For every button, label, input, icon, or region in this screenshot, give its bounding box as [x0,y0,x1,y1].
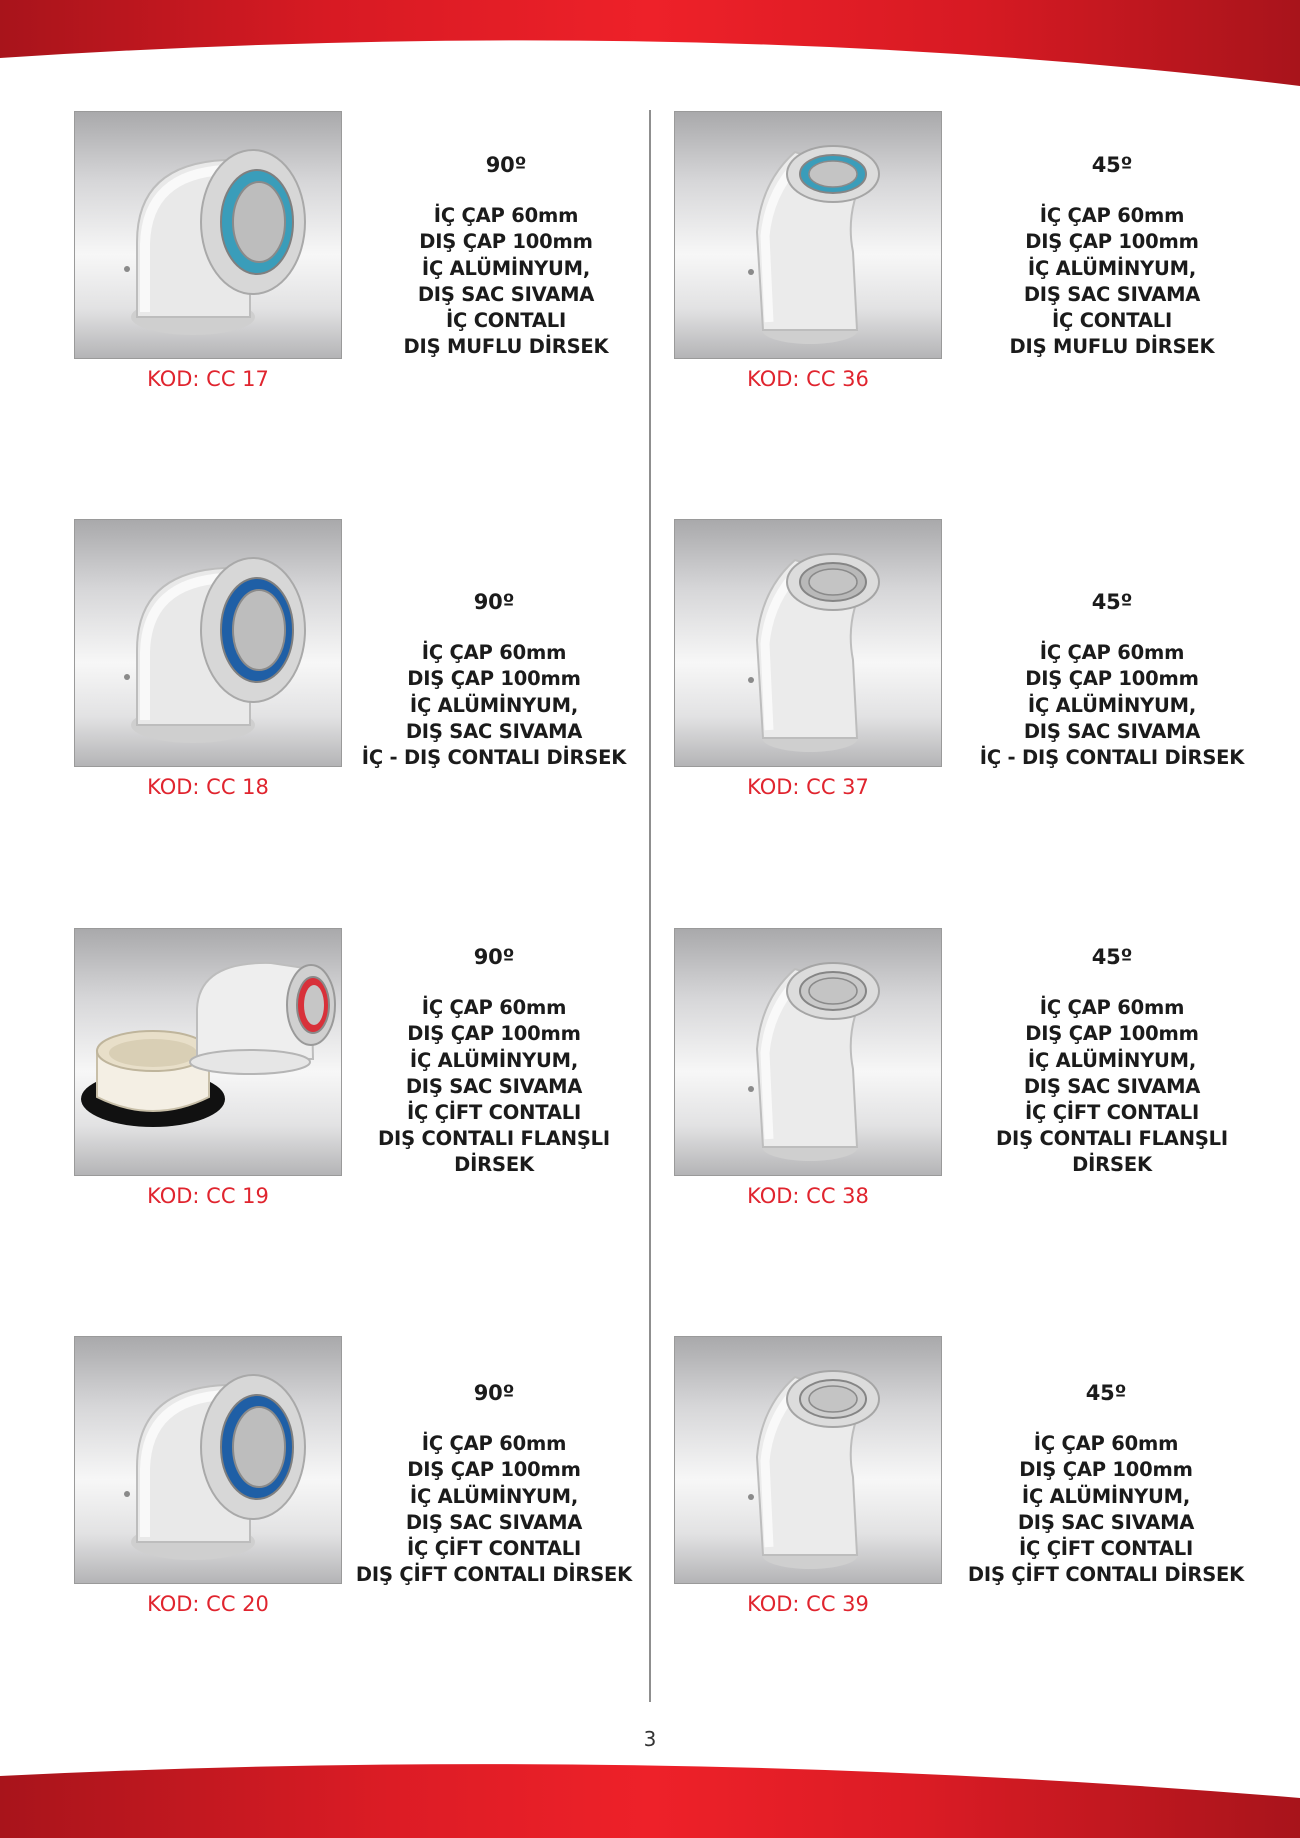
product-angle: 45º [1091,590,1133,614]
spec-line: DIŞ ÇAP 100mm [1019,1458,1193,1482]
product-code: KOD: CC 37 [747,775,869,799]
product-photo [674,111,942,359]
elbow-90-icon [75,112,341,358]
spec-line: DIŞ ÇİFT CONTALI DİRSEK [355,1563,633,1587]
product-angle: 90º [485,153,527,177]
spec-line: DIŞ SAC SIVAMA [1023,1074,1201,1098]
product-spec-lines [942,203,1282,360]
product-angle: 90º [473,590,515,614]
product-card [674,111,1300,471]
spec-line: İÇ ALÜMİNYUM, [1027,693,1197,717]
spec-line: İÇ ALÜMİNYUM, [409,1484,579,1508]
spec-line: DIŞ ÇAP 100mm [407,1022,581,1046]
product-description [942,589,1282,771]
product-photo [74,928,342,1176]
product-description [934,1380,1278,1588]
product-spec-lines [324,995,664,1178]
spec-line: DIŞ MUFLU DİRSEK [403,335,609,359]
spec-line: DIŞ SAC SIVAMA [1023,719,1201,743]
elbow-90-icon [75,1337,341,1583]
spec-line: DIŞ SAC SIVAMA [1017,1510,1195,1534]
product-description [324,1380,664,1588]
spec-line: DİRSEK [1072,1153,1152,1177]
spec-line: DIŞ MUFLU DİRSEK [1009,335,1215,359]
spec-line: İÇ ÇAP 60mm [1039,641,1185,665]
page-number: 3 [643,1727,657,1751]
product-angle: 90º [473,1381,515,1405]
spec-line: İÇ CONTALI [445,309,567,333]
spec-line: DIŞ ÇAP 100mm [419,230,593,254]
product-description [324,944,664,1179]
product-description [942,152,1282,360]
product-description [336,152,676,360]
product-code: KOD: CC 38 [747,1184,869,1208]
spec-line: DIŞ SAC SIVAMA [405,1510,583,1534]
product-spec-lines [324,1431,664,1588]
spec-line: İÇ ALÜMİNYUM, [1027,256,1197,280]
spec-line: İÇ ALÜMİNYUM, [1021,1484,1191,1508]
footer-band [0,1758,1300,1838]
product-card [74,928,714,1288]
spec-line: DIŞ ÇAP 100mm [407,1458,581,1482]
spec-line: DIŞ ÇİFT CONTALI DİRSEK [967,1563,1245,1587]
spec-line: DIŞ CONTALI FLANŞLI [378,1127,610,1151]
product-card [674,1336,1300,1696]
product-photo [74,1336,342,1584]
product-angle: 45º [1085,1381,1127,1405]
product-code: KOD: CC 20 [147,1592,269,1616]
spec-line: İÇ ÇAP 60mm [1033,1432,1179,1456]
header-band [0,0,1300,90]
flanged-elbow-icon [75,929,341,1175]
product-code: KOD: CC 39 [747,1592,869,1616]
spec-line: İÇ ALÜMİNYUM, [1027,1048,1197,1072]
spec-line: İÇ ALÜMİNYUM, [409,1048,579,1072]
spec-line: İÇ ALÜMİNYUM, [421,256,591,280]
product-spec-lines [336,203,676,360]
product-card [674,519,1300,879]
spec-line: İÇ ALÜMİNYUM, [409,693,579,717]
elbow-45-icon [675,112,941,358]
spec-line: DIŞ SAC SIVAMA [405,1074,583,1098]
elbow-90-icon [75,520,341,766]
product-photo [674,1336,942,1584]
spec-line: İÇ ÇİFT CONTALI [406,1101,582,1125]
spec-line: İÇ ÇAP 60mm [433,204,579,228]
elbow-45-icon [675,929,941,1175]
product-code: KOD: CC 36 [747,367,869,391]
spec-line: İÇ ÇİFT CONTALI [406,1537,582,1561]
product-spec-lines [324,640,664,771]
product-photo [74,111,342,359]
product-description [324,589,664,771]
product-spec-lines [934,1431,1278,1588]
product-angle: 90º [473,945,515,969]
spec-line: İÇ ÇİFT CONTALI [1018,1537,1194,1561]
product-angle: 45º [1091,945,1133,969]
spec-line: İÇ ÇAP 60mm [421,996,567,1020]
spec-line: İÇ ÇAP 60mm [421,641,567,665]
product-spec-lines [942,995,1282,1178]
product-photo [674,928,942,1176]
product-code: KOD: CC 17 [147,367,269,391]
spec-line: İÇ - DIŞ CONTALI DİRSEK [979,746,1245,770]
spec-line: DIŞ ÇAP 100mm [1025,667,1199,691]
spec-line: DIŞ SAC SIVAMA [1023,282,1201,306]
spec-line: İÇ CONTALI [1051,309,1173,333]
spec-line: DIŞ SAC SIVAMA [417,282,595,306]
spec-line: DIŞ ÇAP 100mm [407,667,581,691]
spec-line: DIŞ ÇAP 100mm [1025,1022,1199,1046]
spec-line: İÇ ÇAP 60mm [1039,996,1185,1020]
product-description [942,944,1282,1179]
spec-line: DİRSEK [454,1153,534,1177]
product-photo [674,519,942,767]
spec-line: DIŞ SAC SIVAMA [405,719,583,743]
product-angle: 45º [1091,153,1133,177]
product-code: KOD: CC 19 [147,1184,269,1208]
product-card [74,1336,714,1696]
elbow-45-icon [675,520,941,766]
spec-line: İÇ ÇİFT CONTALI [1024,1101,1200,1125]
product-spec-lines [942,640,1282,771]
elbow-45-icon [675,1337,941,1583]
spec-line: İÇ - DIŞ CONTALI DİRSEK [361,746,627,770]
product-card [74,519,714,879]
product-card [674,928,1300,1288]
spec-line: İÇ ÇAP 60mm [1039,204,1185,228]
spec-line: DIŞ ÇAP 100mm [1025,230,1199,254]
spec-line: DIŞ CONTALI FLANŞLI [996,1127,1228,1151]
spec-line: İÇ ÇAP 60mm [421,1432,567,1456]
product-card [74,111,714,471]
product-photo [74,519,342,767]
product-code: KOD: CC 18 [147,775,269,799]
